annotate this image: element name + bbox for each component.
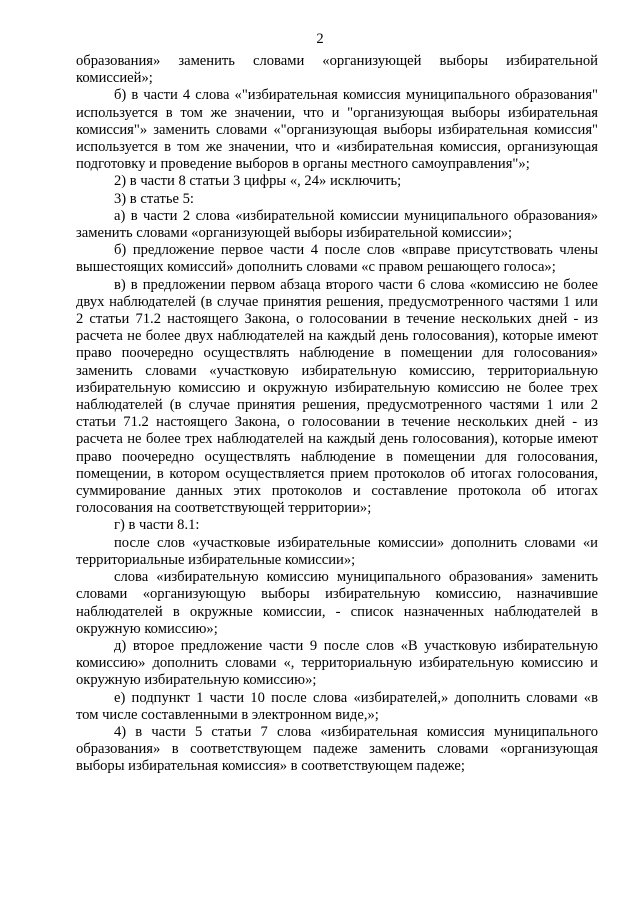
paragraph: слова «избирательную комиссию муниципального образования» заменить словами «организующую выборы избирательную комиссию, назначившие наблюдателей в окружные комиссии, - список назначенных наблюдателей в окружную комиссию»;	[76, 569, 598, 637]
paragraph: д) второе предложение части 9 после слов «В участковую избирательную комиссию» дополнить словами «, территориальную избирательную комиссию и окружную избирательную комиссию»;	[76, 637, 598, 689]
paragraph: а) в части 2 слова «избирательной комиссии муниципального образования» заменить словами «организующей выборы избирательной комиссии»;	[76, 207, 598, 242]
document-body	[76, 53, 598, 776]
paragraph: е) подпункт 1 части 10 после слова «избирателей,» дополнить словами «в том числе составленными в электронном виде,»;	[76, 689, 598, 723]
paragraph: 2) в части 8 статьи 3 цифры «, 24» исключить;	[114, 173, 402, 190]
paragraph: образования» заменить словами «организующей выборы избирательной комиссией»;	[76, 53, 598, 87]
page-number: 2	[316, 31, 324, 47]
paragraph: б) предложение первое части 4 после слов «вправе присутствовать члены вышестоящих комиссий» дополнить словами «с правом решающего голоса»;	[76, 242, 598, 276]
paragraph: г) в части 8.1:	[114, 517, 200, 534]
paragraph: в) в предложении первом абзаца второго части 6 слова «комиссию не более двух наблюдателей (в случае принятия решения, предусмотренного частями 1 или 2 статьи 71.2 настоящего Закона, о голосовании в течение нескольких дней - из расчета не более двух наблюдателей на каждый день голосования), которые имеют право поочередно осуществлять наблюдение в помещении для голосования» заменить словами «участковую избирательную комиссию, территориальную избирательную комиссию и окружную избирательную комиссию не более трех наблюдателей (в случае принятия решения, предусмотренного частями 1 или 2 статьи 71.2 настоящего Закона, о голосовании в течение нескольких дней - из расчета не более трех наблюдателей на каждый день голосования), которые имеют право поочередно осуществлять наблюдение в помещении для голосования, помещении, в котором осуществляется прием протоколов об итогах голосования, суммирование данных этих протоколов и составление протокола об итогах голосования на соответствующей территории»;	[76, 276, 598, 517]
paragraph: 3) в статье 5:	[114, 190, 194, 207]
paragraph: 4) в части 5 статьи 7 слова «избирательная комиссия муниципального образования» в соответствующем падеже заменить словами «организующая выборы избирательная комиссия» в соответствующем падеже;	[76, 723, 598, 775]
paragraph: б) в части 4 слова «"избирательная комиссия муниципального образования" используется в том же значении, что и "организующая выборы избирательная комиссия"» заменить словами «"организующая выборы избирательная комиссия" используется в том же значении, что и «избирательная комиссия, организующая подготовку и проведение выборов в органы местного самоуправления"»;	[76, 87, 598, 173]
paragraph: после слов «участковые избирательные комиссии» дополнить словами «и территориальные избирательные комиссии»;	[76, 534, 598, 568]
